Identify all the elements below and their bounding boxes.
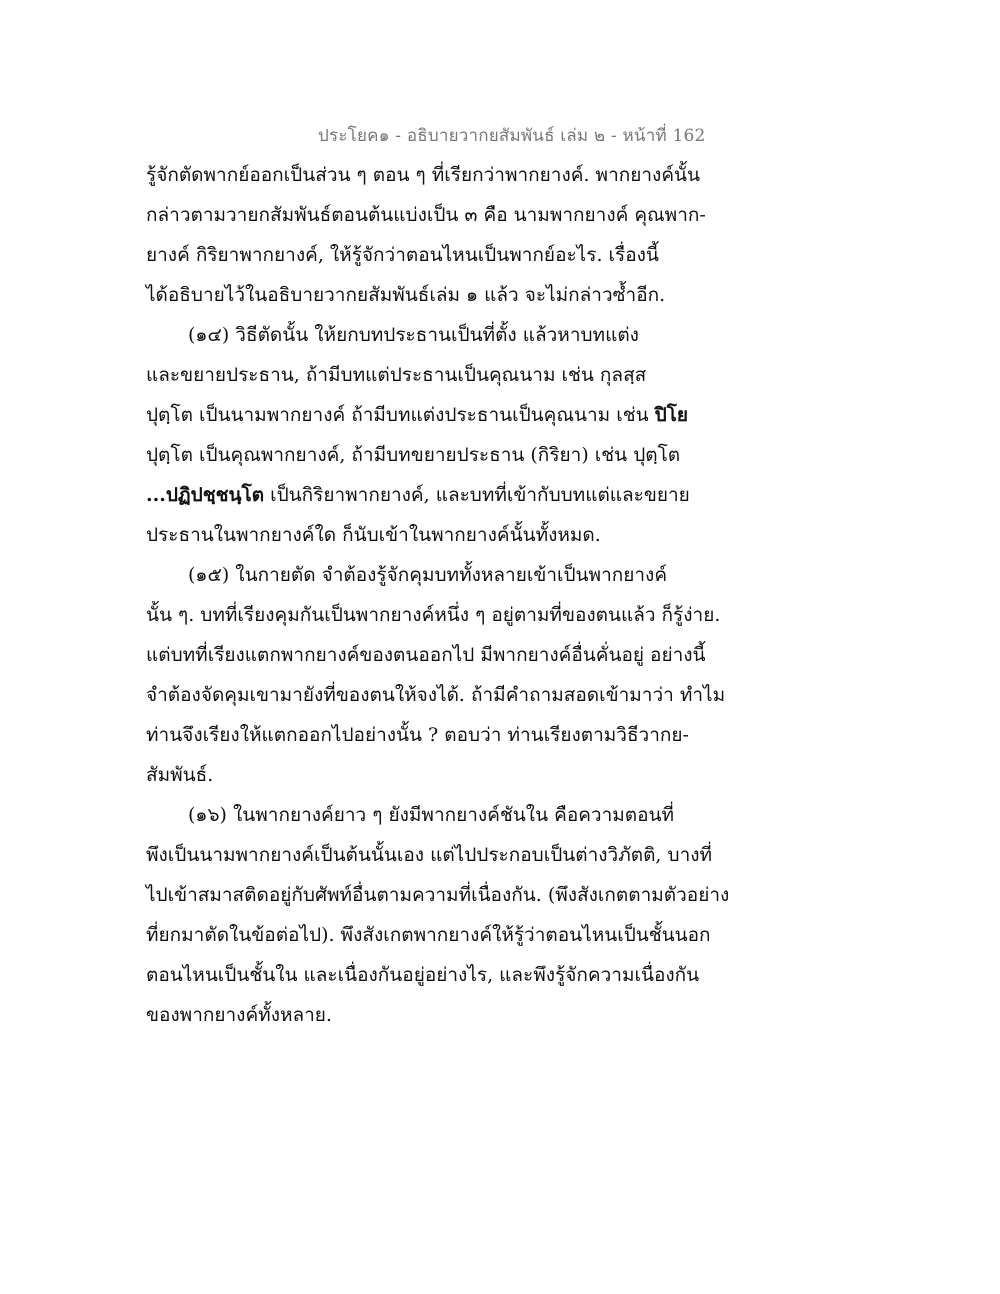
text-line: [146, 480, 726, 520]
text-line: ยางค์ กิริยาพากยางค์, ให้รู้จักว่าตอนไหนเป็นพากย์อะไร. เรื่องนี้: [146, 244, 659, 266]
text-line: ปุตฺโต เป็นคุณพากยางค์, ถ้ามีบทขยายประธาน (กิริยา) เช่น ปุตฺโต: [146, 444, 681, 466]
text-line: พึงเป็นนามพากยางค์เป็นต้นนั้นเอง แต่ไปประกอบเป็นต่างวิภัตติ, บางที่: [146, 844, 713, 866]
running-header: ประโยค๑ - อธิบายวากยสัมพันธ์ เล่ม ๒ - หน้าที่ 162: [318, 126, 706, 146]
paragraph-14: [146, 320, 726, 560]
bold-term: ...ปฏิปชฺชนฺโต: [146, 484, 265, 506]
text-line: ตอนไหนเป็นชั้นใน และเนื่องกันอยู่อย่างไร, และพึงรู้จักความเนื่องกัน: [146, 964, 700, 986]
text-line: (๑๕) ในกายตัด จำต้องรู้จักคุมบททั้งหลายเข้าเป็นพากยางค์: [188, 564, 668, 586]
bold-term: ปิโย: [654, 404, 689, 426]
text-line: จำต้องจัดคุมเขามายังที่ของตนให้จงได้. ถ้ามีคำถามสอดเข้ามาว่า ทำไม: [146, 684, 726, 706]
text-run: เป็นกิริยาพากยางค์, และบทที่เข้ากับบทแต่และขยาย: [264, 484, 690, 506]
paragraph-16: [146, 800, 730, 1040]
text-line: สัมพันธ์.: [146, 764, 214, 786]
text-line: รู้จักตัดพากย์ออกเป็นส่วน ๆ ตอน ๆ ที่เรียกว่าพากยางค์. พากยางค์นั้น: [146, 164, 701, 186]
text-line: (๑๔) วิธีตัดนั้น ให้ยกบทประธานเป็นที่ตั้ง แล้วหาบทแต่ง: [188, 324, 639, 346]
text-line: (๑๖) ในพากยางค์ยาว ๆ ยังมีพากยางค์ชันใน คือความตอนที่: [188, 804, 675, 826]
text-line: นั้น ๆ. บทที่เรียงคุมกันเป็นพากยางค์หนึ่ง ๆ อยู่ตามที่ของตนแล้ว ก็รู้ง่าย.: [146, 604, 721, 626]
text-line: แต่บทที่เรียงแตกพากยางค์ของตนออกไป มีพากยางค์อื่นคั่นอยู่ อย่างนี้: [146, 644, 706, 666]
text-line: ได้อธิบายไว้ในอธิบายวากยสัมพันธ์เล่ม ๑ แล้ว จะไม่กล่าวซ้ำอีก.: [146, 284, 666, 306]
body-text: [146, 160, 730, 1040]
text-line: ไปเข้าสมาสติดอยู่กับศัพท์อื่นตามความที่เนื่องกัน. (พึงสังเกตตามตัวอย่าง: [146, 884, 730, 906]
text-line: [146, 400, 726, 440]
text-line: ประธานในพากยางค์ใด ก็นับเข้าในพากยางค์นั้นทั้งหมด.: [146, 524, 601, 546]
text-run: ปุตฺโต เป็นนามพากยางค์ ถ้ามีบทแต่งประธานเป็นคุณนาม เช่น: [146, 404, 655, 426]
text-line: และขยายประธาน, ถ้ามีบทแต่ประธานเป็นคุณนาม เช่น กุลสฺส: [146, 364, 647, 386]
text-line: ของพากยางค์ทั้งหลาย.: [146, 1004, 332, 1026]
paragraph-15: [146, 560, 726, 800]
text-line: ท่านจึงเรียงให้แตกออกไปอย่างนั้น ? ตอบว่า ท่านเรียงตามวิธีวากย-: [146, 724, 689, 746]
text-line: กล่าวตามวายกสัมพันธ์ตอนต้นแบ่งเป็น ๓ คือ นามพากยางค์ คุณพาก-: [146, 204, 706, 226]
text-line: ที่ยกมาตัดในข้อต่อไป). พึงสังเกตพากยางค์ให้รู้ว่าตอนไหนเป็นชั้นนอก: [146, 924, 711, 946]
paragraph-1: [146, 160, 726, 320]
